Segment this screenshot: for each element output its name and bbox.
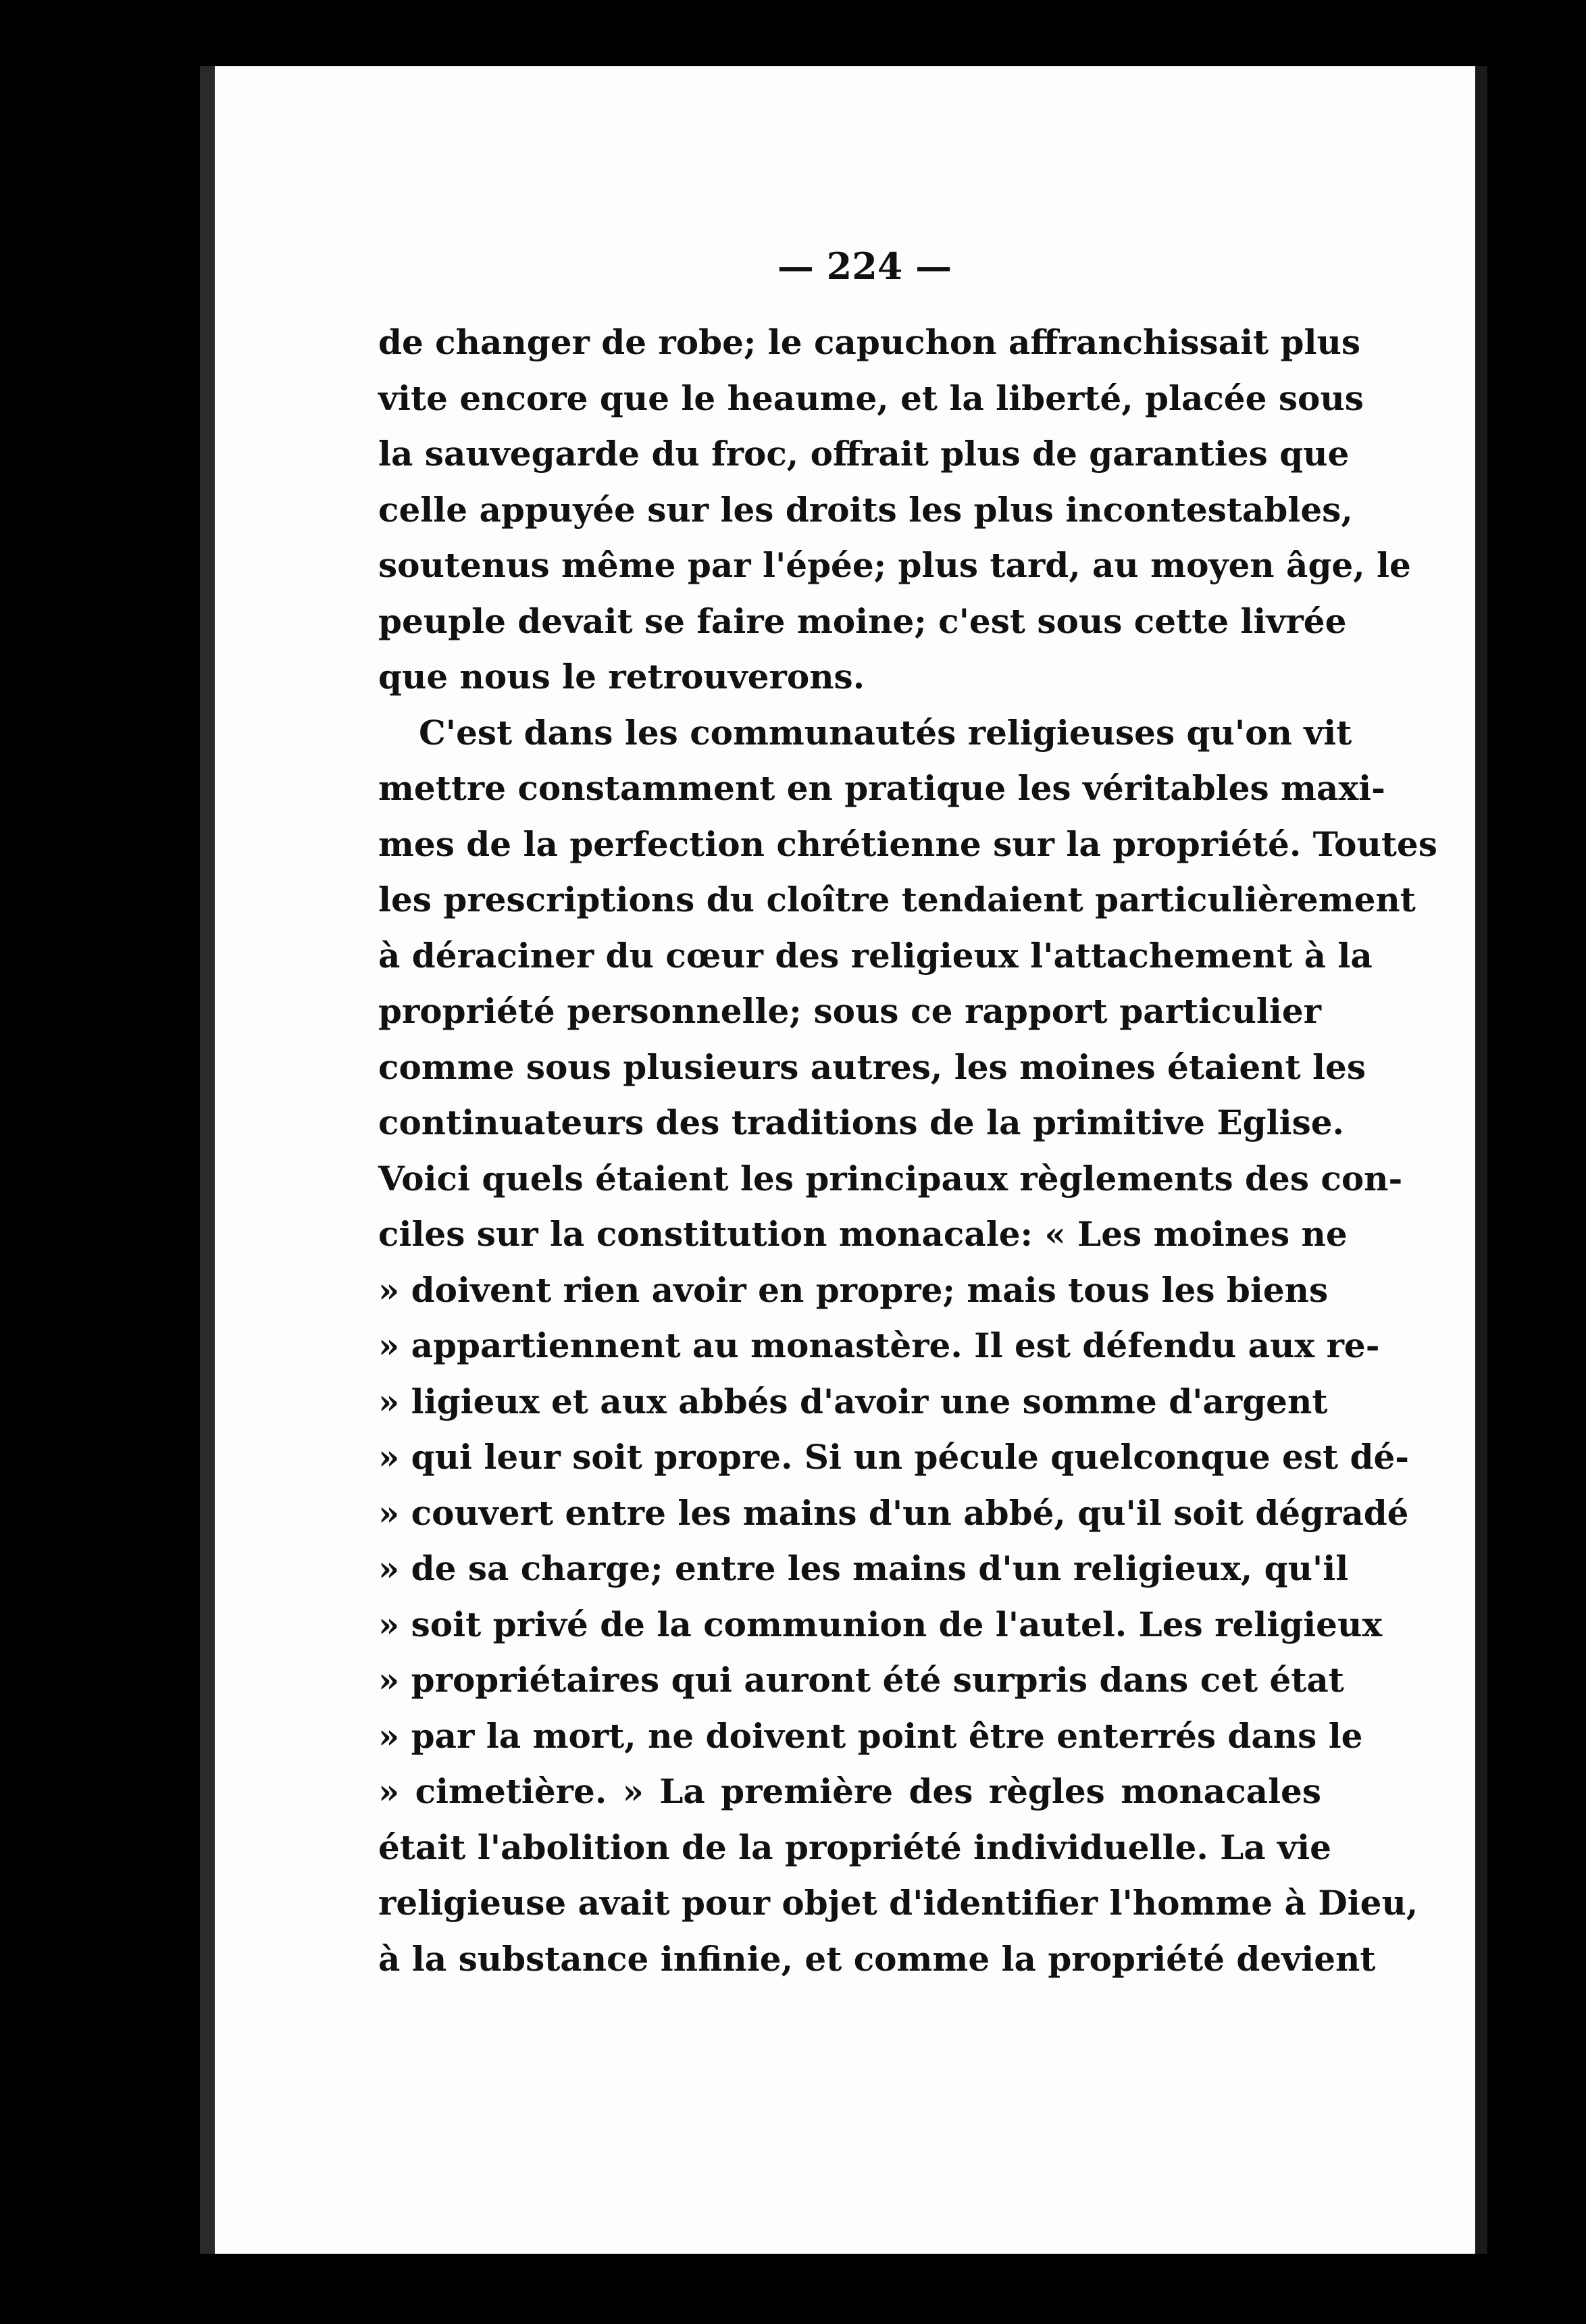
text-line: peuple devait se faire moine; c'est sous cette livrée (378, 601, 1347, 641)
text-line: de changer de robe; le capuchon affranchissait plus (378, 322, 1361, 362)
text-line: à la substance infinie, et comme la propriété devient (378, 1938, 1376, 1979)
text-line: était l'abolition de la propriété individuelle. La vie (378, 1827, 1331, 1867)
text-line: » par la mort, ne doivent point être enterrés dans le (378, 1715, 1363, 1756)
text-line: continuateurs des traditions de la primitive Eglise. (378, 1103, 1344, 1142)
text-line: la sauvegarde du froc, offrait plus de garanties que (378, 434, 1350, 474)
text-line: comme sous plusieurs autres, les moines étaient les (378, 1046, 1366, 1087)
text-line: » soit privé de la communion de l'autel. Les religieux (378, 1604, 1383, 1644)
page-number: — 224 — (777, 245, 952, 288)
text-line: celle appuyée sur les droits les plus incontestables, (378, 489, 1353, 530)
text-line: » ligieux et aux abbés d'avoir une somme d'argent (378, 1381, 1328, 1421)
text-line: C'est dans les communautés religieuses qu'on vit (419, 712, 1352, 753)
text-line: religieuse avait pour objet d'identifier l'homme à Dieu, (378, 1883, 1418, 1923)
text-line: ciles sur la constitution monacale: « Les moines ne (378, 1214, 1348, 1254)
text-line: » propriétaires qui auront été surpris dans cet état (378, 1660, 1344, 1700)
page-right-edge (1475, 66, 1487, 2254)
text-line: » de sa charge; entre les mains d'un religieux, qu'il (378, 1548, 1349, 1588)
text-line: » doivent rien avoir en propre; mais tous les biens (378, 1269, 1329, 1310)
text-line: » qui leur soit propre. Si un pécule quelconque est dé- (378, 1437, 1410, 1477)
text-line: mes de la perfection chrétienne sur la propriété. Toutes (378, 824, 1437, 864)
body-text (378, 315, 1437, 1987)
text-line: » appartiennent au monastère. Il est défendu aux re- (378, 1325, 1380, 1365)
page-left-edge (200, 66, 215, 2254)
text-line: mettre constamment en pratique les véritables maxi- (378, 768, 1385, 808)
text-line: » couvert entre les mains d'un abbé, qu'il soit dégradé (378, 1492, 1409, 1533)
text-line: que nous le retrouverons. (378, 657, 865, 697)
text-line: Voici quels étaient les principaux règlements des con- (378, 1158, 1403, 1198)
text-line: soutenus même par l'épée; plus tard, au moyen âge, le (378, 545, 1411, 585)
text-line: à déraciner du cœur des religieux l'attachement à la (378, 935, 1373, 976)
text-line: propriété personnelle; sous ce rapport particulier (378, 991, 1321, 1031)
text-line: les prescriptions du cloître tendaient particulièrement (378, 880, 1416, 919)
text-line: vite encore que le heaume, et la liberté, placée sous (378, 378, 1364, 418)
text-line: » cimetière. » La première des règles monacales (378, 1771, 1321, 1811)
